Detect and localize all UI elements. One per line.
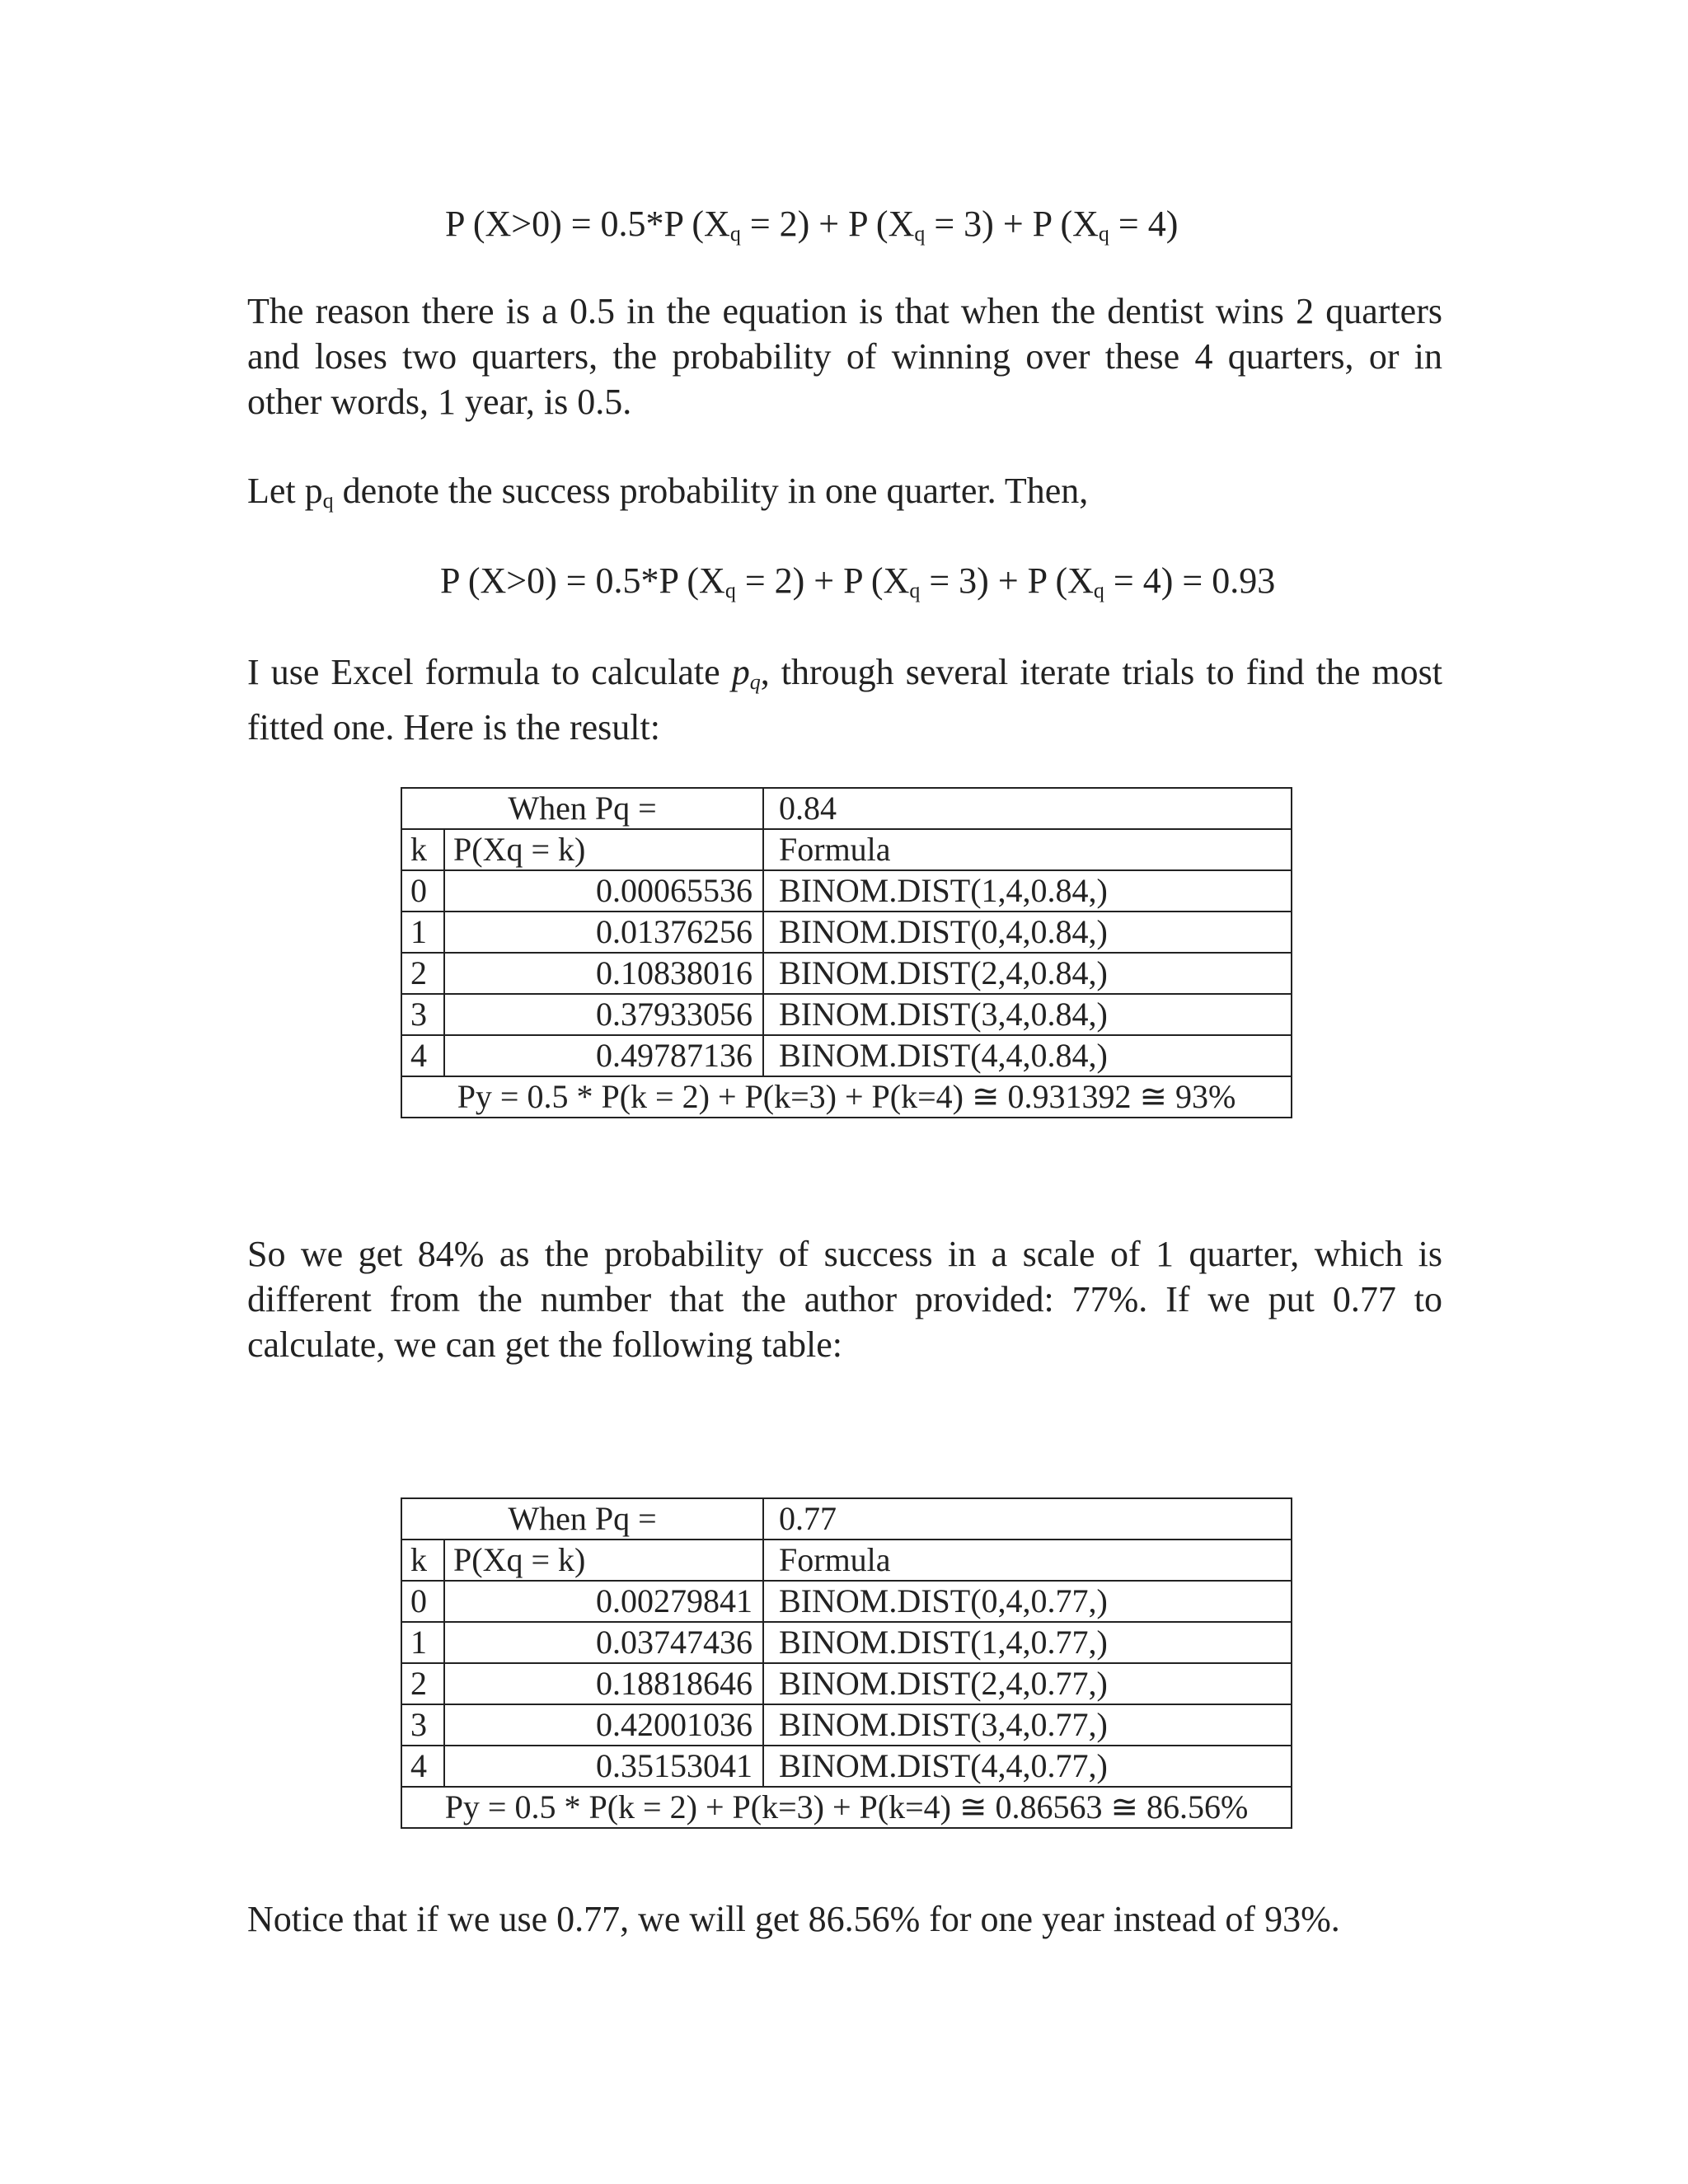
k-cell: 2 <box>401 1663 444 1704</box>
k-cell: 1 <box>401 1622 444 1663</box>
results-table-084 <box>401 787 1292 1118</box>
probability-cell: 0.00065536 <box>444 870 763 912</box>
formula-cell: BINOM.DIST(4,4,0.77,) <box>763 1746 1292 1787</box>
paragraph-so-we-get: So we get 84% as the probability of success in a scale of 1 quarter, which is different from the number that the author provided: 77%. If we put 0.77 to calculate, we can get the following table: <box>247 1234 1442 1365</box>
table-header-row <box>401 788 1292 829</box>
probability-cell: 0.49787136 <box>444 1035 763 1076</box>
formula-header: Formula <box>763 1540 1292 1581</box>
k-cell: 3 <box>401 994 444 1035</box>
table-row <box>401 870 1292 912</box>
k-header: k <box>401 1540 444 1581</box>
table-column-header-row <box>401 1540 1292 1581</box>
formula-cell: BINOM.DIST(3,4,0.77,) <box>763 1704 1292 1746</box>
k-cell: 0 <box>401 1581 444 1622</box>
py-summary: Py = 0.5 * P(k = 2) + P(k=3) + P(k=4) ≅ 0.931392 ≅ 93% <box>401 1076 1292 1118</box>
table-row <box>401 1704 1292 1746</box>
probability-header: P(Xq = k) <box>444 1540 763 1581</box>
probability-cell: 0.01376256 <box>444 912 763 953</box>
table-row <box>401 1746 1292 1787</box>
formula-cell: BINOM.DIST(1,4,0.77,) <box>763 1622 1292 1663</box>
table-row <box>401 912 1292 953</box>
k-cell: 3 <box>401 1704 444 1746</box>
formula-cell: BINOM.DIST(2,4,0.84,) <box>763 953 1292 994</box>
probability-cell: 0.03747436 <box>444 1622 763 1663</box>
table-row <box>401 1622 1292 1663</box>
paragraph-let-pq: Let $p_q$ denote the success probability in one quarter. Then, <box>247 471 1089 513</box>
table-header-row <box>401 1498 1292 1540</box>
table-row <box>401 1581 1292 1622</box>
probability-cell: 0.00279841 <box>444 1581 763 1622</box>
table-row <box>401 1663 1292 1704</box>
table-row <box>401 1035 1292 1076</box>
table-summary-row <box>401 1076 1292 1118</box>
formula-cell: BINOM.DIST(3,4,0.84,) <box>763 994 1292 1035</box>
probability-cell: 0.10838016 <box>444 953 763 994</box>
formula-cell: BINOM.DIST(1,4,0.84,) <box>763 870 1292 912</box>
probability-cell: 0.42001036 <box>444 1704 763 1746</box>
k-header: k <box>401 829 444 870</box>
equation-1: P (X>0) = 0.5*P $(X_q = 2) + P$ $(X_q = 3) + P$ $(X_q = 4)$ <box>445 204 1179 246</box>
probability-cell: 0.37933056 <box>444 994 763 1035</box>
when-pq-label: When Pq = <box>401 1498 763 1540</box>
table-row <box>401 994 1292 1035</box>
formula-cell: BINOM.DIST(4,4,0.84,) <box>763 1035 1292 1076</box>
k-cell: 4 <box>401 1746 444 1787</box>
formula-cell: BINOM.DIST(2,4,0.77,) <box>763 1663 1292 1704</box>
results-table-077 <box>401 1497 1292 1829</box>
k-cell: 4 <box>401 1035 444 1076</box>
equation-2: P (X>0) = 0.5*P $(X_q = 2) + P$ $(X_q = 3) + P$ $(X_q = 4) = 0.93$ <box>440 560 1276 602</box>
when-pq-value: 0.84 <box>763 788 1292 829</box>
when-pq-value: 0.77 <box>763 1498 1292 1540</box>
py-summary: Py = 0.5 * P(k = 2) + P(k=3) + P(k=4) ≅ 0.86563 ≅ 86.56% <box>401 1787 1292 1828</box>
table-column-header-row <box>401 829 1292 870</box>
k-cell: 0 <box>401 870 444 912</box>
paragraph-reason: The reason there is a 0.5 in the equation is that when the dentist wins 2 quarters and loses two quarters, the probability of winning over these 4 quarters, or in other words, 1 year, is 0.5. <box>247 291 1442 422</box>
probability-cell: 0.18818646 <box>444 1663 763 1704</box>
k-cell: 1 <box>401 912 444 953</box>
probability-cell: 0.35153041 <box>444 1746 763 1787</box>
when-pq-label: When Pq = <box>401 788 763 829</box>
paragraph-notice: Notice that if we use 0.77, we will get 86.56% for one year instead of 93%. <box>247 1899 1340 1939</box>
table-row <box>401 953 1292 994</box>
formula-cell: BINOM.DIST(0,4,0.84,) <box>763 912 1292 953</box>
formula-header: Formula <box>763 829 1292 870</box>
table-summary-row <box>401 1787 1292 1828</box>
k-cell: 2 <box>401 953 444 994</box>
probability-header: P(Xq = k) <box>444 829 763 870</box>
formula-cell: BINOM.DIST(0,4,0.77,) <box>763 1581 1292 1622</box>
paragraph-excel: I use Excel formula to calculate $p_q$, through several iterate trials to find the most fitted one. Here is the result: <box>247 652 1442 748</box>
